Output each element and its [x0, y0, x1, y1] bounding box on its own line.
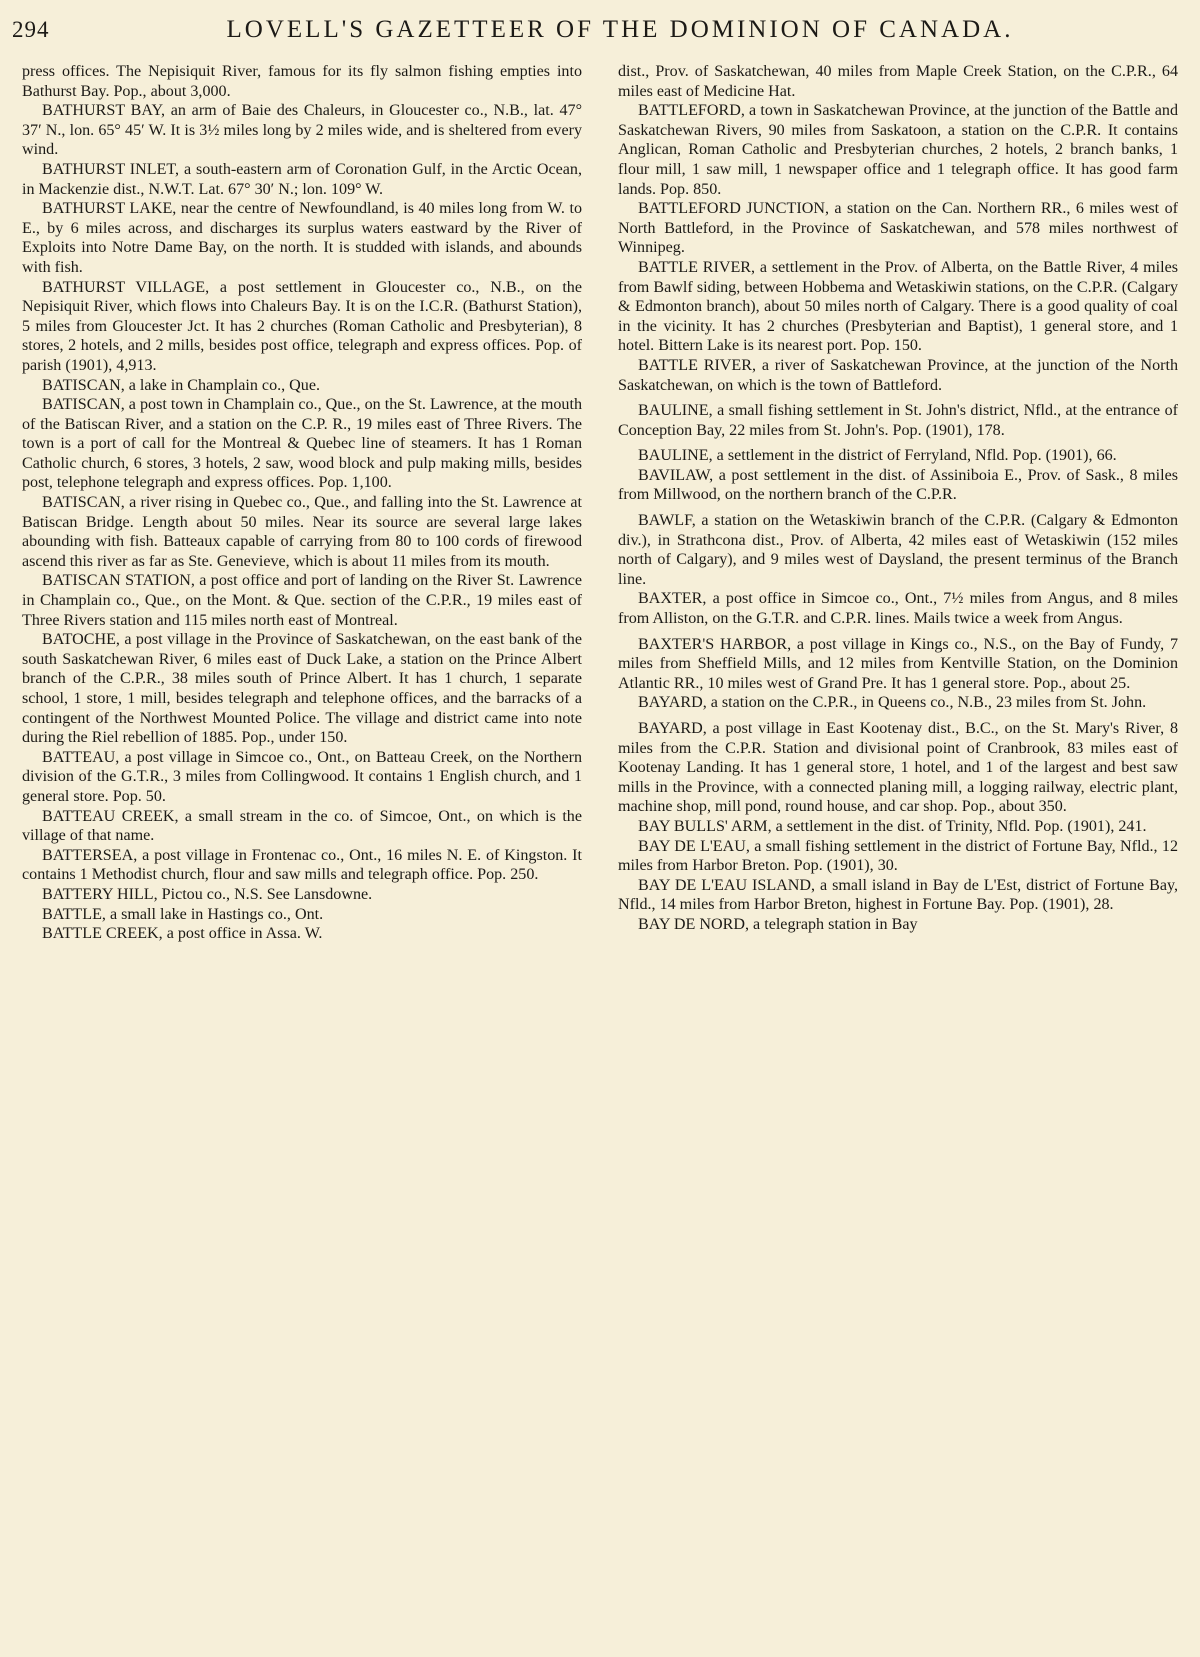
entry-paragraph: BAY DE L'EAU ISLAND, a small island in Bay de L'Est, district of Fortune Bay, Nfld., 14 miles from Harbor Breton, highest in Fortune Bay. Pop. (1901), 28. [618, 876, 1178, 914]
text-columns [22, 62, 1178, 1649]
page-number: 294 [12, 17, 50, 42]
entry-paragraph: press offices. The Nepisiquit River, famous for its fly salmon fishing empties into Bathurst Bay. Pop., about 3,000. [22, 63, 582, 100]
page-header [12, 8, 1188, 52]
right-column [618, 62, 1178, 1649]
entry-paragraph: BAYARD, a post village in East Kootenay dist., B.C., on the St. Mary's River, 8 miles from the C.P.R. Station and divisional point of Cranbrook, 83 miles east of Kootenay Landing. It has 1 general store, 1 hotel, and 1 of the largest and best saw mills in the Province, with a connected planing mill, a logging railway, electric plant, machine shop, mill pond, round house, and car shop. Pop., about 350. [618, 720, 1178, 816]
entry-paragraph: BATISCAN, a post town in Champlain co., Que., on the St. Lawrence, at the mouth of the Batiscan River, and a station on the C.P. R., 19 miles east of Three Rivers. The town is a port of call for the Montreal & Quebec line of steamers. It has 1 Roman Catholic church, 6 stores, 3 hotels, 2 saw, wood block and pulp making mills, besides post, telephone telegraph and express offices. Pop. 1,100. [22, 396, 582, 492]
entry-paragraph: BATTLE RIVER, a river of Saskatchewan Province, at the junction of the North Saskatchewan, on which is the town of Battleford. [618, 356, 1178, 394]
entry-paragraph: BAY BULLS' ARM, a settlement in the dist. of Trinity, Nfld. Pop. (1901), 241. [638, 817, 1147, 835]
entry-paragraph: BAULINE, a small fishing settlement in St. John's district, Nfld., at the entrance of Conception Bay, 22 miles from St. John's. Pop. (1901), 178. [618, 402, 1178, 439]
entry-paragraph: BAWLF, a station on the Wetaskiwin branch of the C.P.R. (Calgary & Edmonton div.), in Strathcona dist., Prov. of Alberta, 42 miles east of Wetaskiwin (152 miles north of Calgary), and 9 miles west of Daysland, the present terminus of the Branch line. [618, 512, 1178, 588]
entry-paragraph: BAVILAW, a post settlement in the dist. of Assiniboia E., Prov. of Sask., 8 miles from Millwood, on the northern branch of the C.P.R. [618, 466, 1178, 504]
entry-paragraph: BATISCAN, a lake in Champlain co., Que. [42, 376, 321, 394]
entry-paragraph: BATTERY HILL, Pictou co., N.S. See Lansdowne. [42, 885, 373, 903]
entry-paragraph: BATTEAU CREEK, a small stream in the co. of Simcoe, Ont., on which is the village of that name. [22, 807, 582, 845]
entry-paragraph: BATTLE, a small lake in Hastings co., Ont. [42, 905, 324, 923]
entry-paragraph: BATHURST BAY, an arm of Baie des Chaleurs, in Gloucester co., N.B., lat. 47° 37′ N., lon. 65° 45′ W. It is 3½ miles long by 2 miles wide, and is sheltered from every wind. [22, 102, 582, 159]
entry-paragraph: BAY DE NORD, a telegraph station in Bay [638, 915, 918, 933]
entry-paragraph: BATHURST LAKE, near the centre of Newfoundland, is 40 miles long from W. to E., by 6 miles across, and discharges its surplus waters eastward by the River of Exploits into Notre Dame Bay, on the north. It is studded with islands, and abounds with fish. [22, 200, 582, 276]
entry-paragraph: BATHURST INLET, a south-eastern arm of Coronation Gulf, in the Arctic Ocean, in Mackenzie dist., N.W.T. Lat. 67° 30′ N.; lon. 109° W. [22, 160, 582, 198]
entry-paragraph: BATTLEFORD, a town in Saskatchewan Province, at the junction of the Battle and Saskatchewan Rivers, 90 miles from Saskatoon, a station on the C.P.R. It contains Anglican, Roman Catholic and Presbyterian churches, 2 hotels, 2 branch banks, 1 flour mill, 1 saw mill, 1 newspaper office and 1 telegraph office. It has good farm lands. Pop. 850. [618, 102, 1178, 198]
entry-paragraph: BATHURST VILLAGE, a post settlement in Gloucester co., N.B., on the Nepisiquit River, which flows into Chaleurs Bay. It is on the I.C.R. (Bathurst Station), 5 miles from Gloucester Jct. It has 2 churches (Roman Catholic and Presbyterian), 8 stores, 2 hotels, and 2 mills, besides post office, telegraph and express offices. Pop. of parish (1901), 4,913. [22, 278, 582, 374]
entry-paragraph: BATTLE RIVER, a settlement in the Prov. of Alberta, on the Battle River, 4 miles from Bawlf siding, between Hobbema and Wetaskiwin stations, on the C.P.R. (Calgary & Edmonton branch), about 50 miles north of Calgary. There is a good quality of coal in the vicinity. It has 2 churches (Presbyterian and Baptist), 1 general store, and 1 hotel. Bittern Lake is its nearest port. Pop. 150. [618, 258, 1178, 355]
entry-paragraph: BAY DE L'EAU, a small fishing settlement in the district of Fortune Bay, Nfld., 12 miles from Harbor Breton. Pop. (1901), 30. [618, 837, 1178, 875]
entry-paragraph: BATTERSEA, a post village in Frontenac co., Ont., 16 miles N. E. of Kingston. It contains 1 Methodist church, flour and saw mills and telegraph office. Pop. 250. [22, 846, 582, 884]
entry-paragraph: dist., Prov. of Saskatchewan, 40 miles from Maple Creek Station, on the C.P.R., 64 miles east of Medicine Hat. [618, 63, 1178, 100]
entry-paragraph: BATISCAN, a river rising in Quebec co., Que., and falling into the St. Lawrence at Batiscan Bridge. Length about 50 miles. Near its source are several large lakes abounding with fish. Batteaux capable of carrying from 80 to 100 cords of firewood ascend this river as far as Ste. Genevieve, which is about 11 miles from its mouth. [22, 494, 582, 570]
entry-paragraph: BATTEAU, a post village in Simcoe co., Ont., on Batteau Creek, on the Northern division of the G.T.R., 3 miles from Collingwood. It contains 1 English church, and 1 general store. Pop. 50. [22, 748, 582, 805]
left-column [22, 62, 582, 1649]
entry-paragraph: BATOCHE, a post village in the Province of Saskatchewan, on the east bank of the south Saskatchewan River, 6 miles east of Duck Lake, a station on the Prince Albert branch of the C.P.R., 38 miles south of Prince Albert. It has 1 church, 1 separate school, 1 store, 1 mill, besides telegraph and telephone offices, and the barracks of a contingent of the Northwest Mounted Police. The village and district came into note during the Riel rebellion of 1885. Pop., under 150. [22, 631, 582, 747]
entry-paragraph: BATISCAN STATION, a post office and port of landing on the River St. Lawrence in Champlain co., Que., on the Mont. & Que. section of the C.P.R., 19 miles east of Three Rivers station and 115 miles north east of Montreal. [22, 572, 582, 629]
entry-paragraph: BAXTER, a post office in Simcoe co., Ont., 7½ miles from Angus, and 8 miles from Alliston, on the G.T.R. and C.P.R. lines. Mails twice a week from Angus. [618, 590, 1178, 628]
entry-paragraph: BATTLEFORD JUNCTION, a station on the Can. Northern RR., 6 miles west of North Battleford, in the Province of Saskatchewan, and 578 miles northwest of Winnipeg. [618, 200, 1178, 257]
entry-paragraph: BAULINE, a settlement in the district of Ferryland, Nfld. Pop. (1901), 66. [638, 447, 1117, 465]
entry-paragraph: BAXTER'S HARBOR, a post village in Kings co., N.S., on the Bay of Fundy, 7 miles from Sheffield Mills, and 12 miles from Kentville Station, on the Dominion Atlantic RR., 10 miles west of Grand Pre. It has 1 general store. Pop., about 25. [618, 635, 1178, 692]
entry-paragraph: BAYARD, a station on the C.P.R., in Queens co., N.B., 23 miles from St. John. [638, 694, 1147, 712]
entry-paragraph: BATTLE CREEK, a post office in Assa. W. [42, 925, 323, 943]
running-head: LOVELL'S GAZETTEER OF THE DOMINION OF CANADA. [226, 16, 1014, 43]
